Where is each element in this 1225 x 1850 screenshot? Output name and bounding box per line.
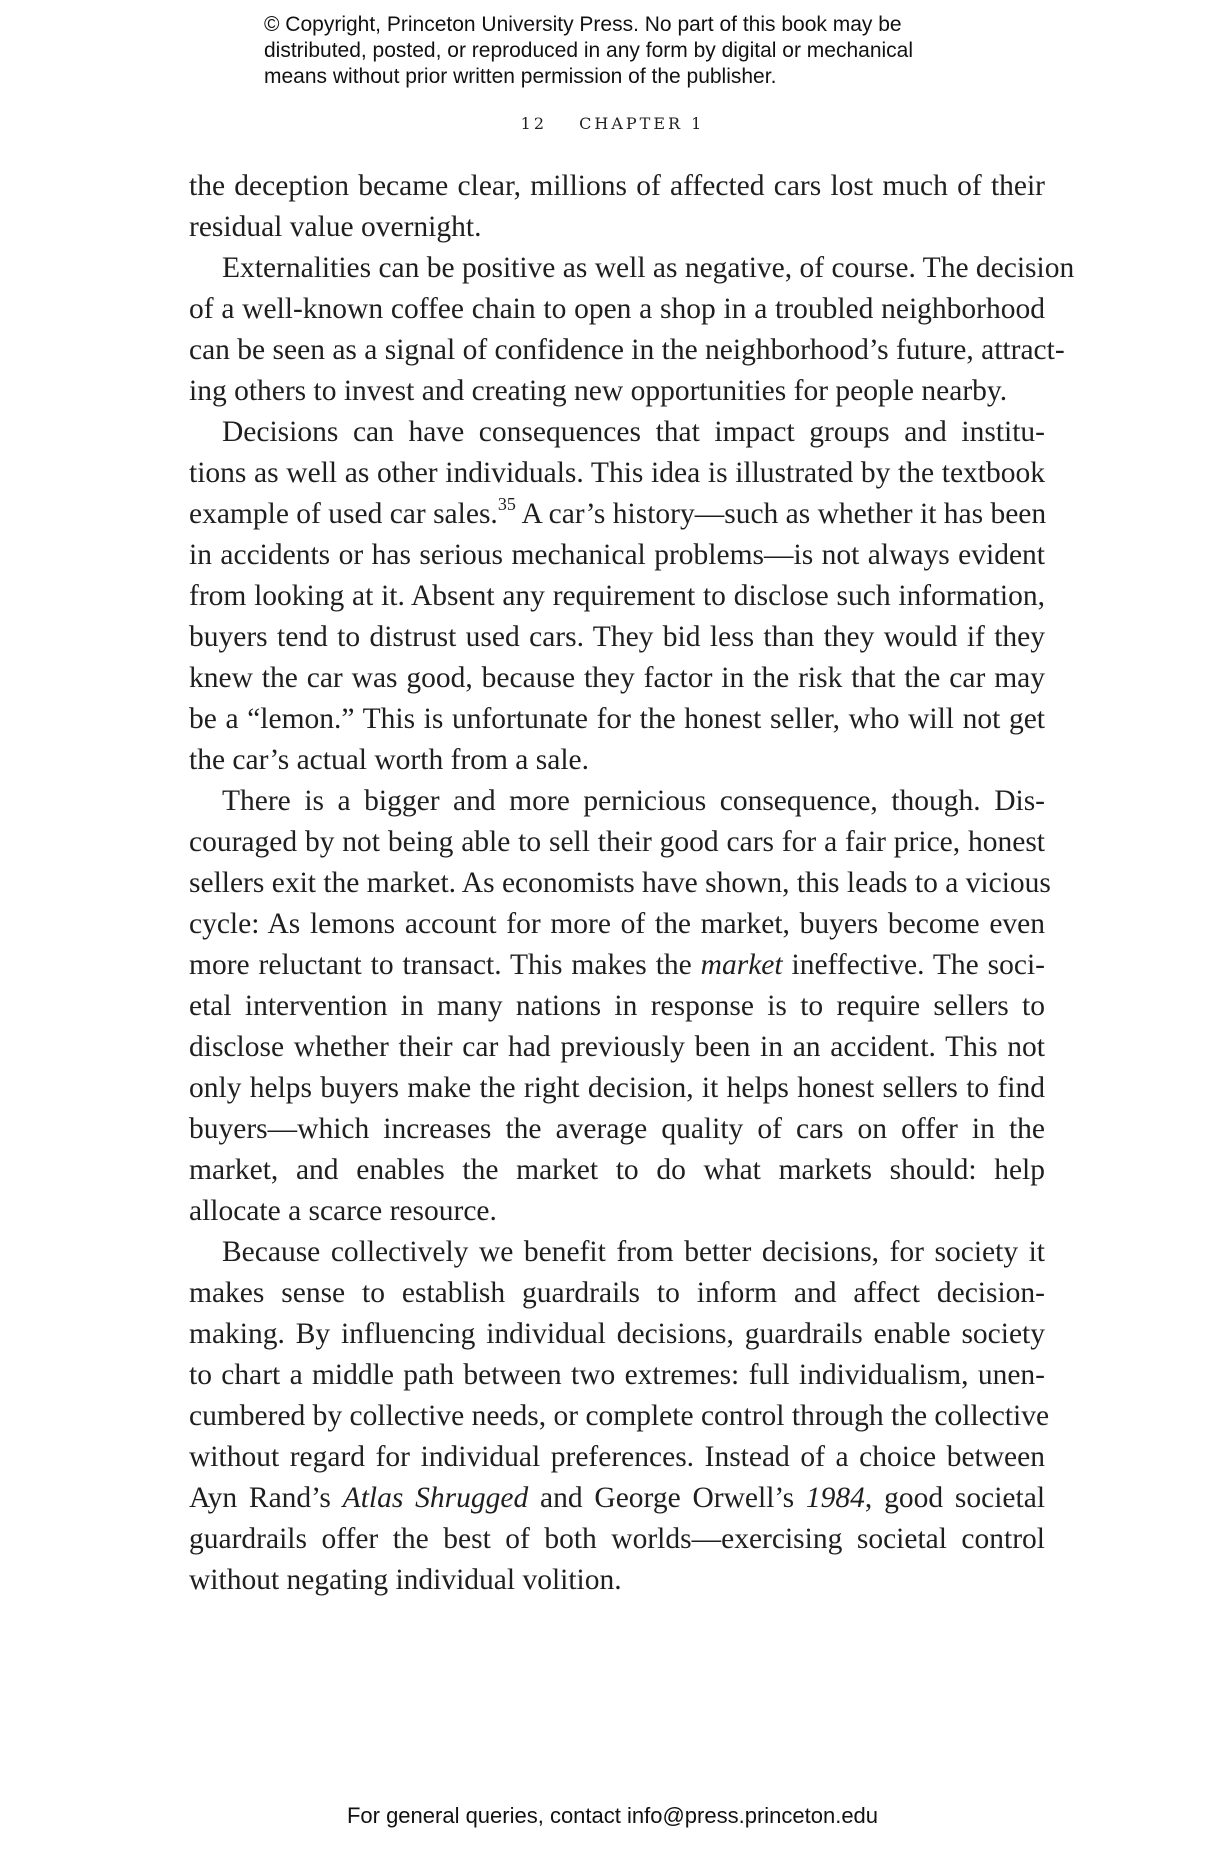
text-line: There is a bigger and more pernicious consequence, though. Dis- <box>222 785 1045 817</box>
text-segment: more reluctant to transact. This makes the <box>189 949 701 981</box>
text-line: making. By influencing individual decisions, guardrails enable society <box>189 1318 1045 1350</box>
text-segment: ineffective. The soci- <box>782 949 1045 981</box>
text-line: Externalities can be positive as well as negative, of course. The decision <box>222 252 1075 284</box>
text-line: buyers—which increases the average quality of cars on offer in the <box>189 1113 1045 1145</box>
footer-contact: For general queries, contact info@press.princeton.edu <box>346 1803 879 1828</box>
text-line: market, and enables the market to do what markets should: help <box>189 1154 1045 1186</box>
paragraph <box>189 412 1045 781</box>
text-line: guardrails offer the best of both worlds—exercising societal control <box>189 1523 1045 1555</box>
book-title: 1984 <box>805 1482 865 1514</box>
text-line: sellers exit the market. As economists have shown, this leads to a vicious <box>189 867 1051 899</box>
text-line: of a well-known coffee chain to open a shop in a troubled neighborhood <box>189 293 1045 325</box>
paragraph <box>189 166 1045 248</box>
text-line: to chart a middle path between two extremes: full individualism, unen- <box>189 1359 1045 1391</box>
text-segment: A car’s history—such as whether it has been <box>515 498 1047 530</box>
book-title: Atlas Shrugged <box>342 1482 529 1514</box>
running-head <box>0 114 1225 133</box>
text-line: the car’s actual worth from a sale. <box>189 744 589 776</box>
text-line: without negating individual volition. <box>189 1564 622 1596</box>
text-line: disclose whether their car had previously been in an accident. This not <box>189 1031 1045 1063</box>
text-line: makes sense to establish guardrails to inform and affect decision- <box>189 1277 1045 1309</box>
text-line: Because collectively we benefit from better decisions, for society it <box>222 1236 1045 1268</box>
text-line: in accidents or has serious mechanical problems—is not always evident <box>189 539 1045 571</box>
text-segment: , good societal <box>864 1482 1046 1514</box>
italic-term: market <box>700 949 783 981</box>
text-line: cycle: As lemons account for more of the market, buyers become even <box>189 908 1045 940</box>
text-line: tions as well as other individuals. This idea is illustrated by the textbook <box>189 457 1045 489</box>
copyright-notice <box>264 12 1024 90</box>
text-segment: Ayn Rand’s <box>189 1482 343 1514</box>
text-line <box>189 1478 1045 1519</box>
text-line: etal intervention in many nations in response is to require sellers to <box>189 990 1045 1022</box>
text-line: Decisions can have consequences that impact groups and institu- <box>222 416 1045 448</box>
text-line: the deception became clear, millions of affected cars lost much of their <box>189 170 1045 202</box>
text-line: can be seen as a signal of confidence in the neighborhood’s future, attract- <box>189 334 1065 366</box>
copyright-line: means without prior written permission of the publisher. <box>264 65 777 88</box>
text-line: ing others to invest and creating new opportunities for people nearby. <box>189 375 1008 407</box>
paragraph <box>189 1232 1050 1601</box>
copyright-line: distributed, posted, or reproduced in any form by digital or mechanical <box>264 39 914 62</box>
text-line: buyers tend to distrust used cars. They bid less than they would if they <box>189 621 1045 653</box>
footnote-marker: 35 <box>497 494 516 515</box>
text-line: without regard for individual preferences. Instead of a choice between <box>189 1441 1045 1473</box>
text-line: only helps buyers make the right decision, it helps honest sellers to find <box>189 1072 1045 1104</box>
text-line: knew the car was good, because they factor in the risk that the car may <box>189 662 1045 694</box>
text-segment: example of used car sales. <box>189 498 498 530</box>
paragraph <box>189 781 1051 1232</box>
text-line: from looking at it. Absent any requirement to disclose such information, <box>189 580 1045 612</box>
paragraph <box>189 248 1075 412</box>
text-line <box>189 494 1045 535</box>
copyright-line: © Copyright, Princeton University Press. No part of this book may be <box>264 13 902 36</box>
text-line: be a “lemon.” This is unfortunate for the honest seller, who will not get <box>189 703 1045 735</box>
body-text <box>189 166 1075 1601</box>
text-line: cumbered by collective needs, or complete control through the collective <box>189 1400 1050 1432</box>
page-number: 12 <box>520 114 548 133</box>
text-segment: and George Orwell’s <box>528 1482 806 1514</box>
chapter-label: CHAPTER 1 <box>579 114 705 133</box>
text-line: couraged by not being able to sell their good cars for a fair price, honest <box>189 826 1045 858</box>
text-line: allocate a scarce resource. <box>189 1195 497 1227</box>
text-line: residual value overnight. <box>189 211 482 243</box>
text-line <box>189 945 1045 986</box>
